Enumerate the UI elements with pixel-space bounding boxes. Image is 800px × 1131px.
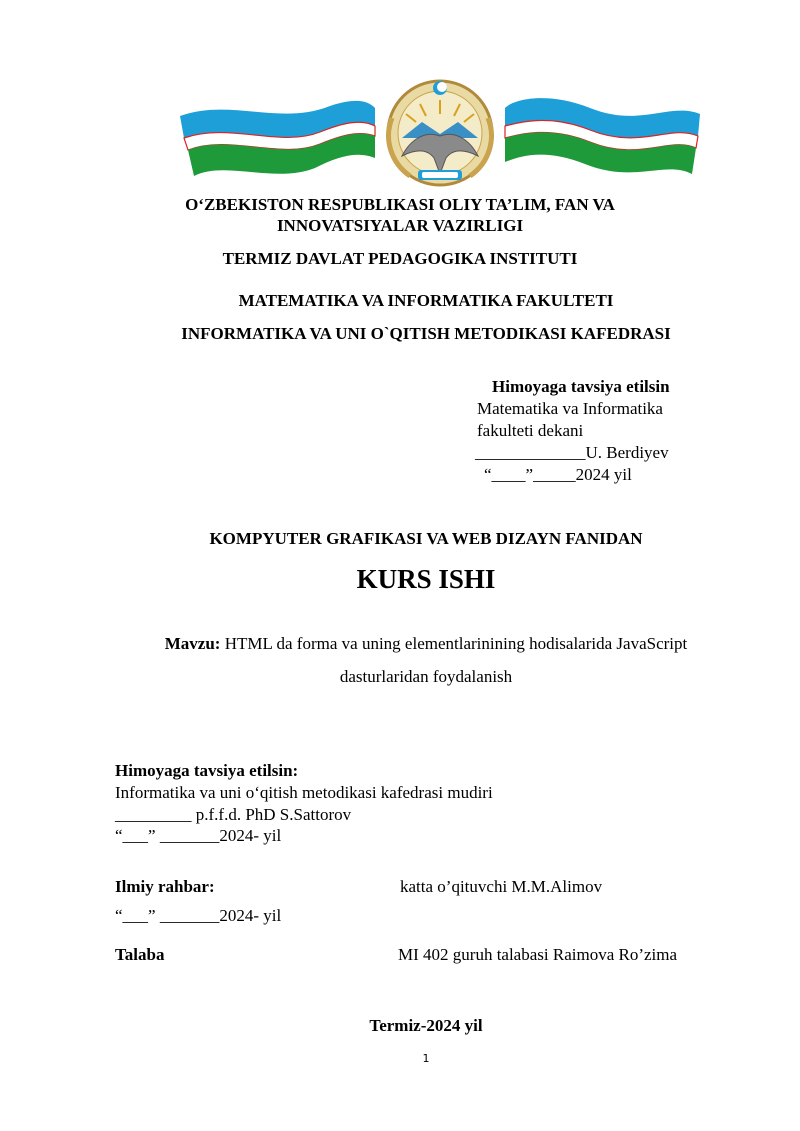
approval-top-signature: _____________U. Berdiyev (475, 443, 669, 462)
student-name: MI 402 guruh talabasi Raimova Ro’zima (398, 945, 678, 964)
approval-top-line2: fakulteti dekani (477, 421, 584, 440)
city-year: Termiz-2024 yil (369, 1016, 483, 1035)
approval-bottom-date: “___” _______2024- yil (115, 826, 282, 845)
ministry-title-line1: O‘ZBEKISTON RESPUBLIKASI OLIY TA’LIM, FAN VA (185, 195, 615, 214)
subject-title: KOMPYUTER GRAFIKASI VA WEB DIZAYN FANIDAN (209, 529, 643, 548)
supervisor-label: Ilmiy rahbar: (115, 877, 215, 896)
topic-text-line2: dasturlaridan foydalanish (339, 667, 513, 686)
topic-text-line1: HTML da forma va uning elementlarinining hodisalarida JavaScript (220, 634, 688, 653)
supervisor-name: katta o’qituvchi M.M.Alimov (400, 877, 603, 896)
page-number: 1 (422, 1052, 430, 1065)
work-title: KURS ISHI (356, 564, 496, 594)
department-title: INFORMATIKA VA UNI O`QITISH METODIKASI KAFEDRASI (181, 324, 671, 343)
approval-bottom-signature: _________ p.f.f.d. PhD S.Sattorov (115, 805, 352, 824)
institute-title: TERMIZ DAVLAT PEDAGOGIKA INSTITUTI (222, 249, 578, 268)
faculty-title: MATEMATIKA VA INFORMATIKA FAKULTETI (238, 291, 614, 310)
student-label: Talaba (115, 945, 165, 964)
approval-bottom-line1: Informatika va uni o‘qitish metodikasi kafedrasi mudiri (115, 783, 493, 802)
topic-label: Mavzu: (164, 634, 221, 653)
approval-top-date: “____”_____2024 yil (484, 465, 632, 484)
approval-top-title: Himoyaga tavsiya etilsin (492, 377, 670, 396)
supervisor-date: “___” _______2024- yil (115, 906, 282, 925)
state-emblem-flag-image (170, 78, 710, 188)
approval-bottom-title: Himoyaga tavsiya etilsin: (115, 761, 299, 780)
approval-top-line1: Matematika va Informatika (477, 399, 663, 418)
ministry-title-line2: INNOVATSIYALAR VAZIRLIGI (276, 216, 524, 235)
topic-line1 (0, 634, 800, 654)
